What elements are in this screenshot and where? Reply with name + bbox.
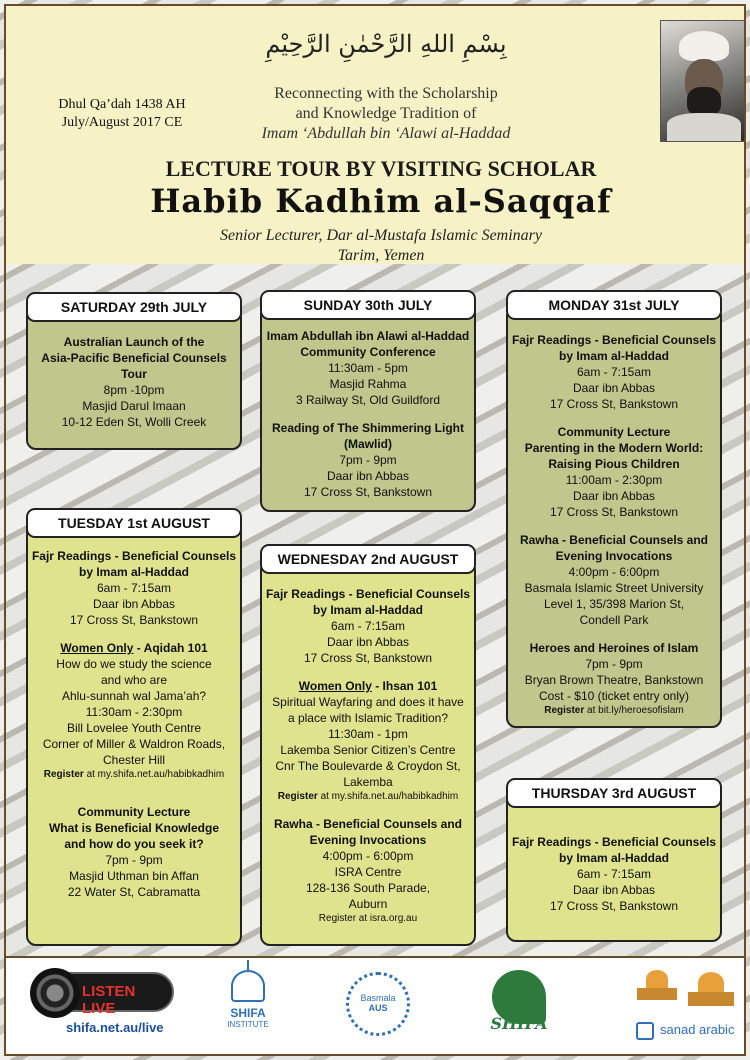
event-time: 6am - 7:15am bbox=[576, 365, 652, 379]
event bbox=[510, 532, 718, 628]
event-title bbox=[30, 640, 238, 656]
event-title-3: and how do you seek it? bbox=[64, 837, 204, 851]
day-title-monday: MONDAY 31st JULY bbox=[506, 290, 722, 320]
event-title: Community Lecture bbox=[557, 425, 671, 439]
tagline-line-2: and Knowledge Tradition of bbox=[295, 105, 477, 122]
register-line bbox=[510, 704, 718, 718]
mosque-base-icon bbox=[688, 992, 734, 1006]
event-title-2: Evening Invocations bbox=[555, 549, 673, 563]
event-time: 4:00pm - 6:00pm bbox=[568, 565, 660, 579]
shifa-logo-sub: INSTITUTE bbox=[227, 1020, 269, 1029]
event-address-2: Condell Park bbox=[579, 613, 649, 627]
event-title-2: by Imam al-Haddad bbox=[78, 565, 190, 579]
event-title: Reading of The Shimmering Light bbox=[272, 421, 464, 435]
scholar-name: Habib Kadhim al-Saqqaf bbox=[150, 182, 612, 220]
speaker-icon bbox=[30, 968, 80, 1018]
event-address: Cnr The Boulevarde & Croydon St, bbox=[275, 759, 461, 773]
event bbox=[510, 640, 718, 718]
tour-title: LECTURE TOUR BY VISITING SCHOLAR bbox=[165, 156, 597, 181]
subtitle-line-1: Senior Lecturer, Dar al-Mustafa Islamic Seminary bbox=[219, 227, 543, 244]
mosque-logo-2 bbox=[686, 972, 736, 1008]
event bbox=[510, 424, 718, 520]
event-address: 17 Cross St, Bankstown bbox=[549, 397, 679, 411]
event-title: Rawha - Beneficial Counsels and bbox=[519, 533, 709, 547]
header bbox=[6, 6, 744, 264]
basmala-logo-name: Basmala bbox=[360, 993, 396, 1003]
event-address: 128-136 South Parade, bbox=[305, 881, 431, 895]
event bbox=[264, 420, 472, 500]
day-wednesday bbox=[260, 560, 476, 946]
shifa-institute-logo bbox=[218, 970, 278, 1029]
event-time: 7pm - 9pm bbox=[339, 453, 397, 467]
event-time: 6am - 7:15am bbox=[96, 581, 172, 595]
event-time: 11:30am - 5pm bbox=[328, 361, 408, 375]
dome-icon bbox=[231, 970, 265, 1002]
event-title: Fajr Readings - Beneficial Counsels bbox=[265, 587, 471, 601]
register-line bbox=[30, 768, 238, 782]
event-title: Fajr Readings - Beneficial Counsels bbox=[31, 549, 237, 563]
event-description: Spiritual Wayfaring and does it have bbox=[272, 695, 464, 709]
event-time: 6am - 7:15am bbox=[330, 619, 406, 633]
event-address: 17 Cross St, Bankstown bbox=[69, 613, 199, 627]
day-sunday bbox=[260, 304, 476, 512]
day-title-tuesday: TUESDAY 1st AUGUST bbox=[26, 508, 242, 538]
event-time: 11:00am - 2:30pm bbox=[565, 473, 663, 487]
date-ce: July/August 2017 CE bbox=[61, 115, 183, 130]
event-venue: Bill Lovelee Youth Centre bbox=[66, 721, 202, 735]
green-shifa-logo bbox=[482, 970, 556, 1034]
day-saturday bbox=[26, 306, 242, 450]
dome-icon bbox=[698, 972, 724, 994]
event bbox=[264, 816, 472, 926]
event-venue: Masjid Darul Imaan bbox=[82, 399, 186, 413]
women-only-label: Women Only bbox=[298, 679, 372, 693]
basmala-logo-sub: AUS bbox=[368, 1003, 388, 1013]
event bbox=[264, 678, 472, 804]
sanad-logo-text: sanad arabic bbox=[660, 1022, 735, 1037]
footer-logos bbox=[6, 956, 744, 1054]
event-address: Level 1, 35/398 Marion St, bbox=[543, 597, 685, 611]
event-title bbox=[264, 678, 472, 694]
event-title-2: Community Conference bbox=[300, 345, 436, 359]
event-title: Imam Abdullah ibn Alawi al-Haddad bbox=[266, 329, 470, 343]
event-description-3: Ahlu-sunnah wal Jama’ah? bbox=[61, 689, 207, 703]
register-link[interactable]: at my.shifa.net.au/habibkadhim bbox=[320, 791, 459, 802]
event-description: How do we study the science bbox=[56, 657, 212, 671]
event-address: 22 Water St, Cabramatta bbox=[67, 885, 201, 899]
basmala-aus-logo bbox=[346, 972, 410, 1036]
event-title-2: by Imam al-Haddad bbox=[312, 603, 424, 617]
date-hijri: Dhul Qa’dah 1438 AH bbox=[58, 97, 186, 112]
event-address: 17 Cross St, Bankstown bbox=[549, 899, 679, 913]
event-title: Community Lecture bbox=[77, 805, 191, 819]
event-venue: Daar ibn Abbas bbox=[572, 883, 656, 897]
register-line bbox=[264, 790, 472, 804]
event bbox=[510, 834, 718, 914]
event-address-2: Lakemba bbox=[343, 775, 393, 789]
date-block bbox=[42, 96, 202, 132]
event-time: 7pm - 9pm bbox=[585, 657, 643, 671]
event-venue: Daar ibn Abbas bbox=[326, 469, 410, 483]
bismillah-calligraphy: بِسْمِ اللهِ الرَّحْمٰنِ الرَّحِيْمِ bbox=[265, 30, 507, 58]
live-url[interactable]: shifa.net.au/live bbox=[66, 1020, 164, 1035]
event-venue: Bryan Brown Theatre, Bankstown bbox=[524, 673, 704, 687]
event-address: 17 Cross St, Bankstown bbox=[549, 505, 679, 519]
women-only-label: Women Only bbox=[60, 641, 134, 655]
event-venue: ISRA Centre bbox=[334, 865, 402, 879]
event-title: Fajr Readings - Beneficial Counsels bbox=[511, 333, 717, 347]
register-link[interactable]: at my.shifa.net.au/habibkadhim bbox=[86, 769, 225, 780]
event-description-2: a place with Islamic Tradition? bbox=[287, 711, 449, 725]
event-title-suffix: - Aqidah 101 bbox=[133, 641, 208, 655]
event bbox=[30, 548, 238, 628]
day-title-thursday: THURSDAY 3rd AUGUST bbox=[506, 778, 722, 808]
event-title: Rawha - Beneficial Counsels and bbox=[273, 817, 463, 831]
event bbox=[30, 804, 238, 900]
day-tuesday bbox=[26, 522, 242, 946]
event-venue: Daar ibn Abbas bbox=[572, 381, 656, 395]
event-venue: Daar ibn Abbas bbox=[92, 597, 176, 611]
register-label: Register bbox=[544, 705, 585, 716]
tagline-line-1: Reconnecting with the Scholarship bbox=[274, 85, 498, 102]
event-address-2: Auburn bbox=[348, 897, 388, 911]
shifa-logo-name: SHIFA bbox=[230, 1006, 266, 1020]
event-address: Corner of Miller & Waldron Roads, bbox=[42, 737, 226, 751]
green-logo-text: SHIFA bbox=[490, 1014, 548, 1033]
sanad-square-icon bbox=[636, 1022, 654, 1040]
event-address: 3 Railway St, Old Guildford bbox=[295, 393, 441, 407]
subtitle-line-2: Tarim, Yemen bbox=[337, 247, 425, 264]
event bbox=[510, 332, 718, 412]
event bbox=[264, 328, 472, 408]
event-description-2: and who are bbox=[100, 673, 168, 687]
event-title-2: (Mawlid) bbox=[344, 437, 392, 451]
register-link[interactable]: Register at isra.org.au bbox=[318, 913, 418, 924]
event-venue: Basmala Islamic Street University bbox=[524, 581, 704, 595]
event-address: 10-12 Eden St, Wolli Creek bbox=[61, 415, 207, 429]
sanad-arabic-logo bbox=[636, 1020, 746, 1048]
event-title: Heroes and Heroines of Islam bbox=[529, 641, 699, 655]
event-title-2: by Imam al-Haddad bbox=[558, 851, 670, 865]
event-title-2: Parenting in the Modern World: bbox=[524, 441, 704, 455]
scholar-photo bbox=[660, 20, 746, 142]
listen-live-button[interactable] bbox=[32, 972, 174, 1017]
scholar-subtitle bbox=[126, 226, 636, 266]
event-venue: Daar ibn Abbas bbox=[572, 489, 656, 503]
listen-live-label: LISTEN LIVE bbox=[82, 983, 136, 1017]
register-label: Register bbox=[43, 769, 84, 780]
event-time: 11:30am - 1pm bbox=[328, 727, 408, 741]
event-time: 7pm - 9pm bbox=[105, 853, 163, 867]
event-title: Australian Launch of the bbox=[63, 335, 205, 349]
event-title-3: Raising Pious Children bbox=[548, 457, 680, 471]
event bbox=[30, 334, 238, 430]
register-label: Register bbox=[277, 791, 318, 802]
day-thursday bbox=[506, 792, 722, 942]
register-link[interactable]: at bit.ly/heroesofislam bbox=[587, 705, 684, 716]
day-title-wednesday: WEDNESDAY 2nd AUGUST bbox=[260, 544, 476, 574]
event-venue: Daar ibn Abbas bbox=[326, 635, 410, 649]
event-time: 11:30am - 2:30pm bbox=[85, 705, 183, 719]
event-time: 6am - 7:15am bbox=[576, 867, 652, 881]
event-address: 17 Cross St, Bankstown bbox=[303, 651, 433, 665]
event-time: 8pm -10pm bbox=[103, 383, 165, 397]
mosque-logo-1 bbox=[632, 970, 682, 1010]
day-title-sunday: SUNDAY 30th JULY bbox=[260, 290, 476, 320]
tagline-line-3: Imam ‘Abdullah bin ‘Alawi al-Haddad bbox=[261, 125, 511, 142]
event-title-2: Evening Invocations bbox=[309, 833, 427, 847]
event bbox=[264, 586, 472, 666]
event-title-2: What is Beneficial Knowledge bbox=[48, 821, 220, 835]
event-title-2: by Imam al-Haddad bbox=[558, 349, 670, 363]
tagline bbox=[226, 84, 546, 144]
event-title-suffix: - Ihsan 101 bbox=[371, 679, 438, 693]
event-cost: Cost - $10 (ticket entry only) bbox=[538, 689, 690, 703]
event bbox=[30, 640, 238, 782]
event-venue: Lakemba Senior Citizen’s Centre bbox=[280, 743, 456, 757]
event-address: 17 Cross St, Bankstown bbox=[303, 485, 433, 499]
event-title-2: Asia-Pacific Beneficial Counsels Tour bbox=[41, 351, 227, 381]
event-venue: Masjid Rahma bbox=[329, 377, 407, 391]
day-title-saturday: SATURDAY 29th JULY bbox=[26, 292, 242, 322]
day-monday bbox=[506, 306, 722, 728]
event-time: 4:00pm - 6:00pm bbox=[322, 849, 414, 863]
dome-icon bbox=[646, 970, 668, 988]
event-title: Fajr Readings - Beneficial Counsels bbox=[511, 835, 717, 849]
event-address-2: Chester Hill bbox=[102, 753, 165, 767]
event-venue: Masjid Uthman bin Affan bbox=[69, 869, 199, 883]
mosque-base-icon bbox=[637, 988, 677, 1000]
